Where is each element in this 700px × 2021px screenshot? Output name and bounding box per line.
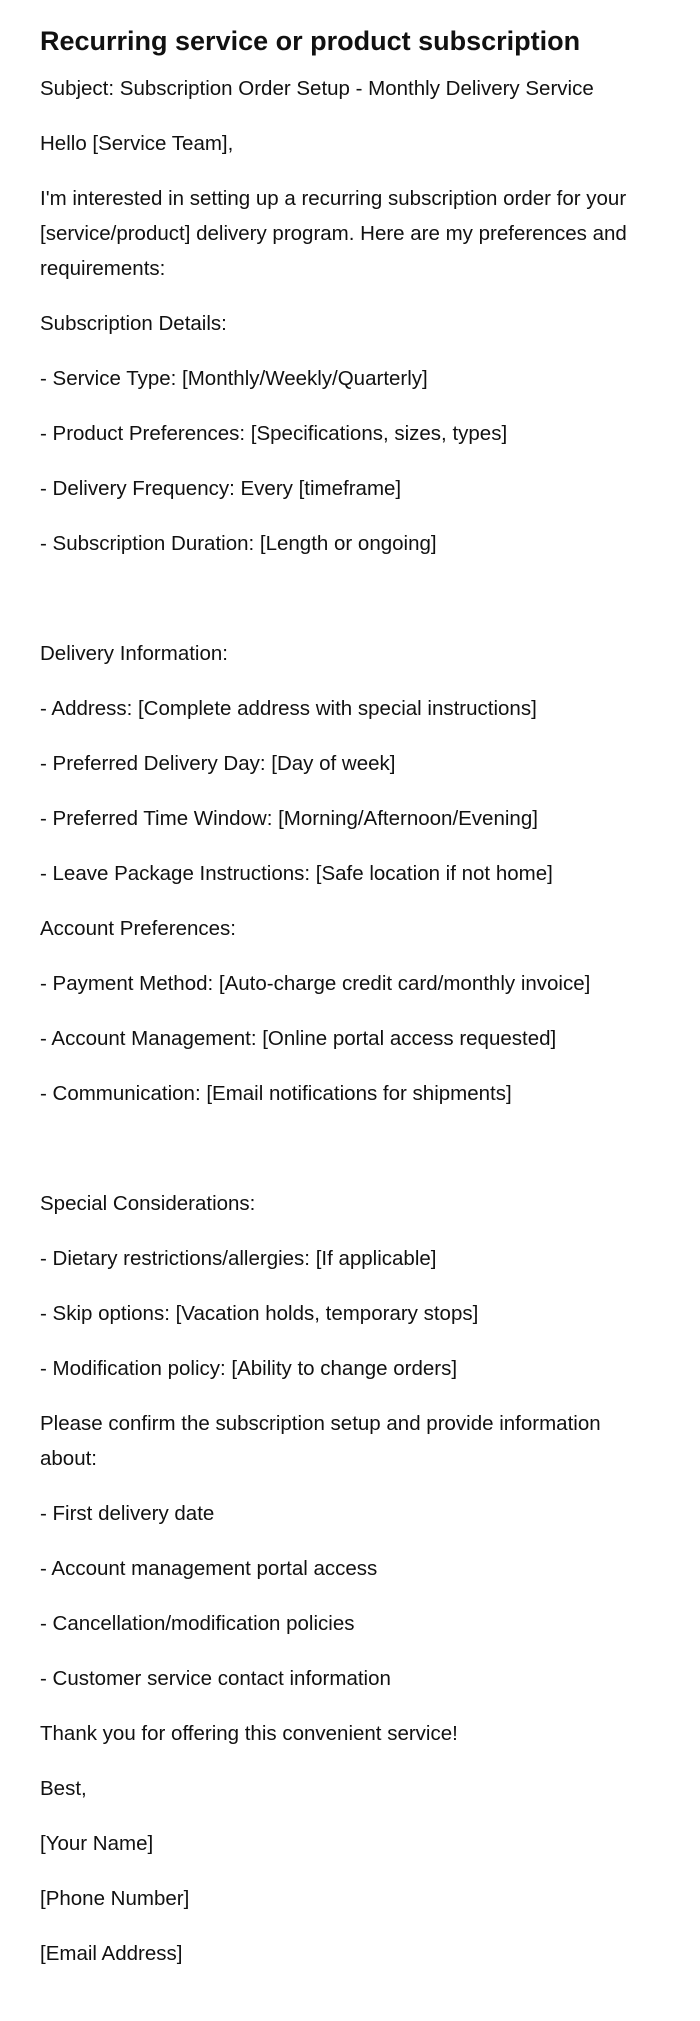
document-line: - Preferred Delivery Day: [Day of week] (40, 752, 396, 775)
document-line: - Preferred Time Window: [Morning/Afternoon/Evening] (40, 807, 538, 830)
document-line: - Cancellation/modification policies (40, 1612, 355, 1635)
document-line: Thank you for offering this convenient service! (40, 1722, 458, 1745)
document-line: - Account management portal access (40, 1557, 378, 1580)
document-line: Special Considerations: (40, 1192, 256, 1215)
document-line: - Subscription Duration: [Length or ongoing] (40, 532, 437, 555)
document-title: Recurring service or product subscription (40, 26, 581, 56)
document-line: [Your Name] (40, 1832, 154, 1855)
document-line: - Modification policy: [Ability to change orders] (40, 1357, 458, 1380)
document-line: Delivery Information: (40, 642, 228, 665)
document-line: - Dietary restrictions/allergies: [If applicable] (40, 1247, 437, 1270)
document-line: - Customer service contact information (40, 1667, 391, 1690)
document-line: - Address: [Complete address with special instructions] (40, 697, 537, 720)
document-line: Subscription Details: (40, 312, 227, 335)
document-line: - Service Type: [Monthly/Weekly/Quarterly] (40, 367, 428, 390)
document-line: - Account Management: [Online portal access requested] (40, 1027, 557, 1050)
document-line: Account Preferences: (40, 917, 236, 940)
document-line: I'm interested in setting up a recurring subscription order for your [service/product] delivery program. Here are my preferences and requirements: (40, 187, 627, 280)
blank-line (40, 1131, 660, 1186)
document-line: Please confirm the subscription setup and provide information about: (40, 1412, 601, 1470)
document-line: - Leave Package Instructions: [Safe location if not home] (40, 862, 553, 885)
document-line: Subject: Subscription Order Setup - Monthly Delivery Service (40, 77, 594, 100)
document-line: [Phone Number] (40, 1887, 190, 1910)
document-line: - First delivery date (40, 1502, 215, 1525)
document-line: - Delivery Frequency: Every [timeframe] (40, 477, 402, 500)
document-line: - Product Preferences: [Specifications, sizes, types] (40, 422, 508, 445)
document-line: - Skip options: [Vacation holds, temporary stops] (40, 1302, 479, 1325)
document-body (40, 71, 660, 1991)
document-line: [Email Address] (40, 1942, 183, 1965)
document-line: Hello [Service Team], (40, 132, 234, 155)
document-line: Best, (40, 1777, 87, 1800)
blank-line (40, 581, 660, 636)
document-line: - Communication: [Email notifications for shipments] (40, 1082, 512, 1105)
document-line: - Payment Method: [Auto-charge credit card/monthly invoice] (40, 972, 591, 995)
